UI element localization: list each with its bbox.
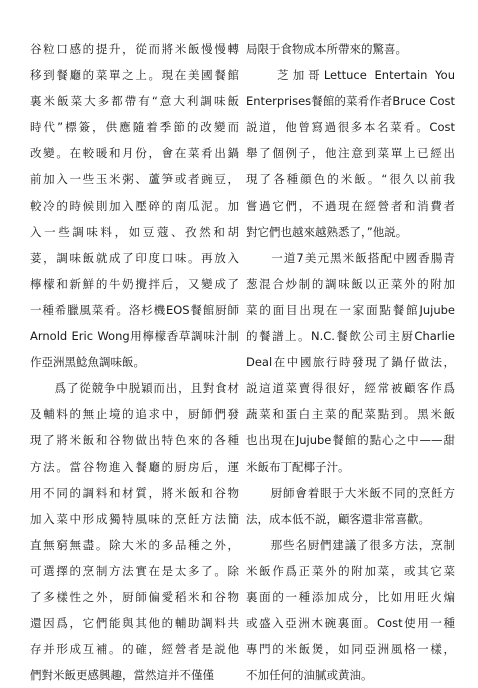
text-line: 裏米飯菜大多都帶有“意大利調味飯 — [30, 94, 239, 109]
paragraph — [30, 375, 239, 688]
text-line: 較冷的時候則加入壓碎的南瓜泥。加 — [30, 198, 239, 213]
text-line: 檸檬和新鮮的牛奶攪拌后，又變成了 — [30, 276, 239, 291]
text-line: 現了將米飯和谷物做出特色來的各種 — [30, 433, 239, 448]
text-line: 存并形成互補。的確，經營者是説他 — [30, 642, 239, 657]
text-line: 説這道菜賣得很好，經常被顧客作爲 — [246, 381, 455, 396]
text-line: 米飯布丁配椰子汁。 — [246, 459, 350, 474]
text-line: 爲了從競争中脱穎而出，且對食材 — [30, 381, 239, 396]
text-line: 改變。在較暖和月份，會在菜肴出鍋 — [30, 146, 239, 161]
paragraph — [246, 36, 455, 62]
text-line: Deal在中國旅行時發現了鍋仔做法， — [246, 355, 455, 370]
text-line: 移到餐廳的菜單之上。現在美國餐館 — [30, 68, 239, 83]
text-line: 米飯作爲正菜外的附加菜，或其它菜 — [246, 563, 455, 578]
text-line: 説道，他曾寫過很多本名菜肴。Cost — [246, 120, 455, 135]
text-line: 專門的米飯煲，如同亞洲風格一樣， — [246, 642, 455, 657]
text-line: 可選擇的烹制方法實在是太多了。除 — [30, 563, 239, 578]
text-line: 葱混合炒制的調味飯以正菜外的附加 — [246, 276, 455, 291]
text-line: 不加任何的油膩或黄油。 — [246, 668, 373, 683]
text-line: 對它們也越來越熟悉了，”他説。 — [246, 224, 408, 239]
text-line: 們對米飯更感興趣，當然這并不僅僅 — [30, 668, 214, 683]
text-line: 直無窮無盡。除大米的多品種之外， — [30, 537, 239, 552]
text-line: 荽，調味飯就成了印度口味。再放入 — [30, 250, 239, 265]
text-line: 前加入一些玉米粥、蘆笋或者豌豆， — [30, 172, 239, 187]
text-line: 作亞洲黑鯰魚調味飯。 — [30, 355, 145, 370]
text-line: 那些名厨們建議了很多方法，烹制 — [246, 537, 455, 552]
text-line: 也出現在Jujube餐館的點心之中——甜 — [246, 433, 455, 448]
text-line: 裏面的一種添加成分，比如用旺火煸 — [246, 589, 455, 604]
text-line: 局限于食物成本所帶來的驚喜。 — [246, 42, 407, 56]
paragraph — [30, 36, 239, 375]
text-line: 舉了個例子，他注意到菜單上已經出 — [246, 146, 455, 161]
text-line: 的餐譜上。N.C.餐飲公司主厨Charlie — [246, 329, 455, 344]
text-line: 入一些調味料，如豆蔻、孜然和胡 — [30, 224, 239, 239]
text-line: 時代”標簽，供應隨着季節的改變而 — [30, 120, 239, 135]
text-line: Enterprises餐館的菜肴作者Bruce Cost — [246, 94, 455, 109]
text-line: 谷粒口感的提升，從而將米飯慢慢轉 — [30, 42, 239, 56]
text-line: 蔬菜和蛋白主菜的配菜點到。黑米飯 — [246, 407, 455, 422]
right-column — [246, 36, 455, 688]
text-line: 芝加哥Lettuce Entertain You — [246, 68, 455, 83]
paragraph — [246, 62, 455, 245]
text-line: 一種希臘風菜肴。洛杉機EOS餐館厨師 — [30, 302, 239, 317]
paragraph — [246, 480, 455, 532]
text-line: 菜的面目出現在一家面點餐館Jujube — [246, 302, 455, 317]
left-column — [30, 36, 239, 688]
text-line: 一道7美元黑米飯搭配中國香腸青 — [246, 250, 455, 265]
text-line: 了多樣性之外，厨師偏愛稻米和谷物 — [30, 589, 239, 604]
text-line: 用不同的調料和材質，將米飯和谷物 — [30, 485, 239, 500]
paragraph — [246, 532, 455, 688]
text-line: 現了各種顔色的米飯。“很久以前我 — [246, 172, 455, 187]
text-line: 或盛入亞洲木碗裏面。Cost使用一種 — [246, 616, 455, 631]
text-line: Arnold Eric Wong用檸檬香草調味汁制 — [30, 329, 239, 344]
text-line: 厨師會着眼于大米飯不同的烹飪方 — [246, 485, 455, 500]
text-line: 加入菜中形成獨特風味的烹飪方法簡 — [30, 511, 239, 526]
text-line: 法，成本低不説，顧客還非常喜歡。 — [246, 511, 430, 526]
text-line: 還因爲，它們能與其他的輔助調料共 — [30, 616, 239, 631]
text-line: 方法。當谷物進入餐廳的厨房后，運 — [30, 459, 239, 474]
paragraph — [246, 245, 455, 480]
text-line: 嘗過它們，不過現在經營者和消費者 — [246, 198, 455, 213]
text-line: 及輔料的無止境的追求中，厨師們發 — [30, 407, 239, 422]
